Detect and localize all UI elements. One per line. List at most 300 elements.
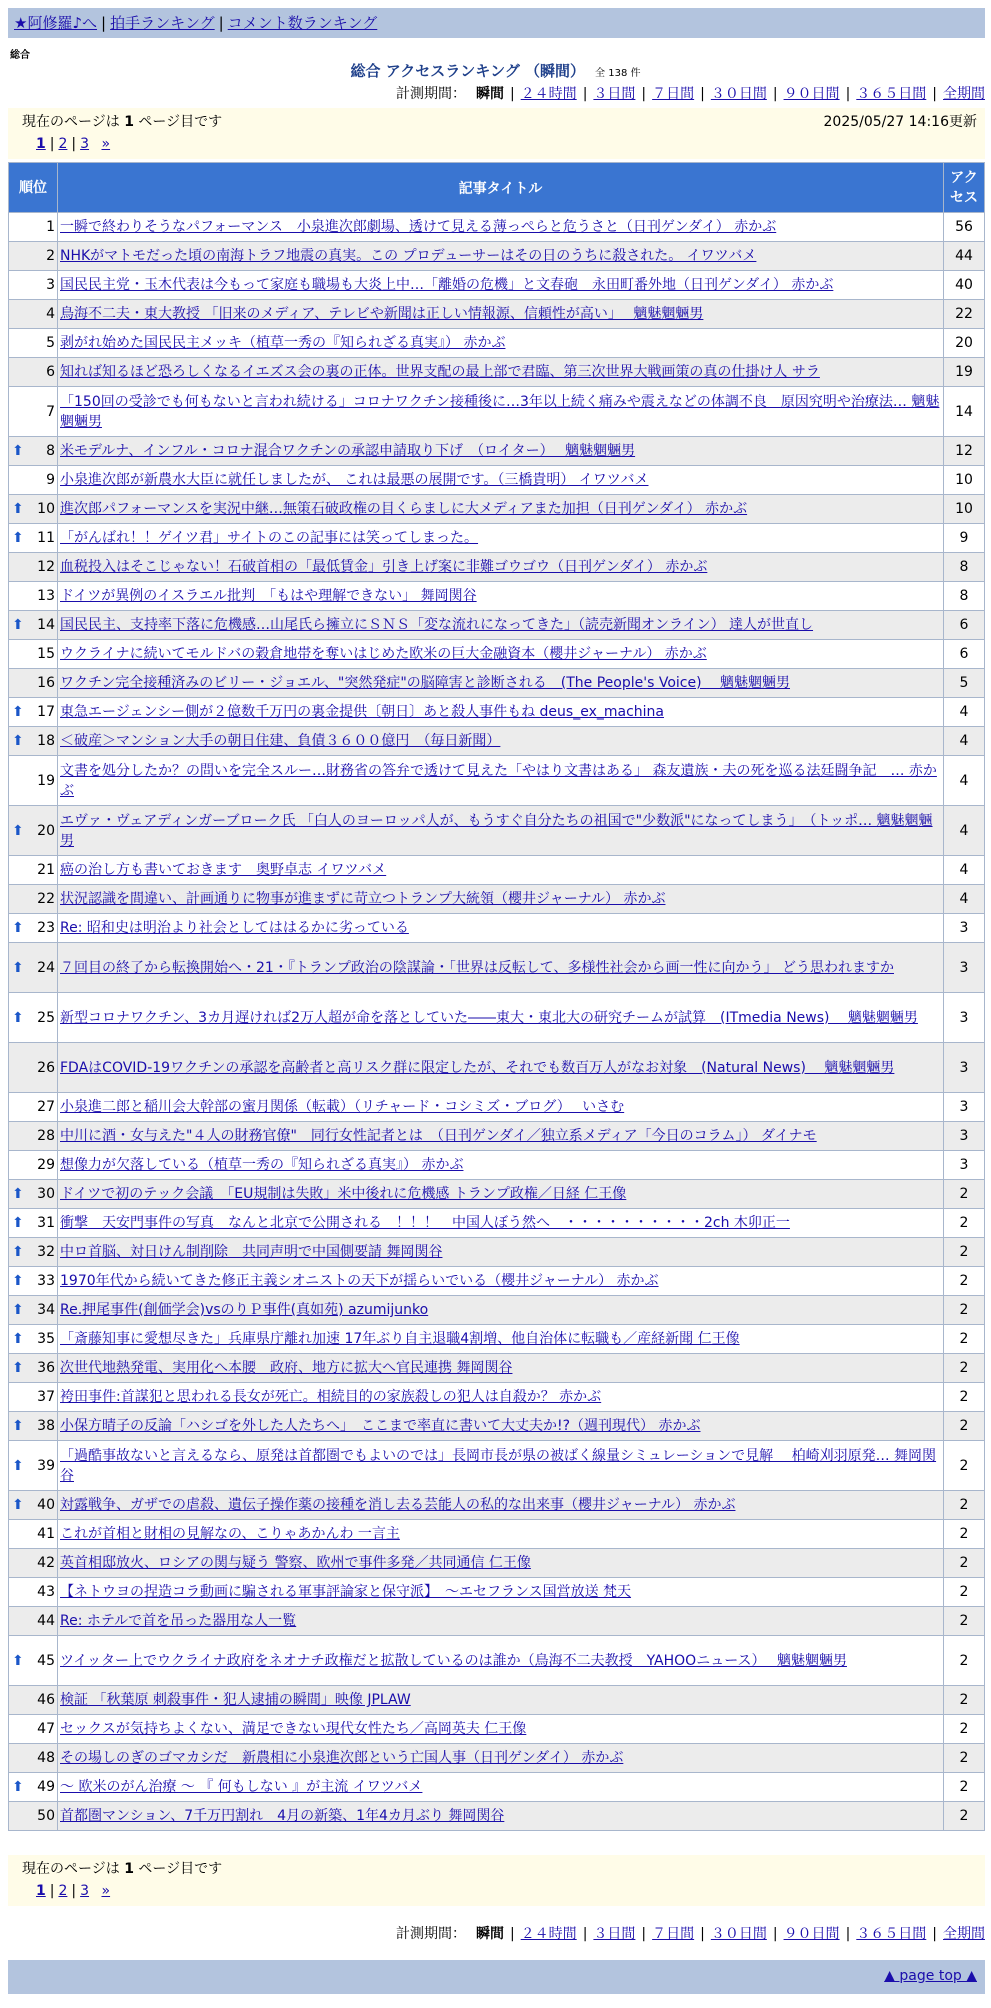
rank-number: 35 [37,1331,55,1347]
period-option-link[interactable]: ３０日間 [710,1926,767,1942]
period-option-link[interactable]: ７日間 [652,1926,695,1942]
access-count: 2 [944,1607,985,1636]
rank-number: 32 [37,1244,55,1260]
separator: | [582,86,588,102]
article-link[interactable]: セックスが気持ちよくない、満足できない現代女性たち／高岡英夫 仁王像 [60,1721,527,1737]
article-link[interactable]: 【ネトウヨの捏造コラ動画に騙される軍事評論家と保守派】 ～エセフランス国営放送 梵天 [60,1584,632,1600]
rank-number: 40 [37,1497,55,1513]
period-selector-bottom [396,1924,985,1944]
access-count: 10 [944,466,985,495]
rank-cell [9,856,58,885]
rank-cell [9,1354,58,1383]
rank-cell [9,1180,58,1209]
title-cell [58,756,944,806]
access-count: 2 [944,1441,985,1491]
article-link[interactable]: 小泉進次郎が新農水大臣に就任しましたが、 これは最悪の展開です。（三橋貴明） イワツバメ [60,472,649,488]
separator: | [509,86,515,102]
rank-number: 4 [46,306,55,322]
rank-number: 36 [37,1360,55,1376]
period-label: 計測期間： [395,86,466,102]
up-arrow-icon: ⬆ [12,704,24,720]
article-link[interactable]: 知れば知るほど恐ろしくなるイエズス会の裏の正体。世界支配の最上部で君臨、第三次世界大戦画策の真の仕掛け人 サラ [60,364,820,380]
separator: | [582,1926,588,1942]
title-cell [58,1441,944,1491]
title-cell [58,1383,944,1412]
table-row [9,698,985,727]
title-cell [58,1773,944,1802]
update-timestamp: 2025/05/27 14:16更新 [823,114,977,130]
separator: | [772,1926,778,1942]
article-link[interactable]: Re: ホテルで首を吊った器用な人一覧 [60,1613,297,1629]
article-link[interactable]: Re.押尾事件(創価学会)vsのりＰ事件(真如苑) azumijunko [60,1302,429,1318]
rank-number: 13 [37,588,55,604]
access-count: 3 [944,993,985,1043]
rank-number: 37 [37,1389,55,1405]
table-row [9,943,985,993]
table-row [9,387,985,437]
rank-number: 41 [37,1526,55,1542]
article-link[interactable]: 「過酷事故ないと言えるなら、原発は首都圏でもよいのでは」長岡市長が県の被ばく線量シミュレーションで見解 柏崎刈羽原発… 舞岡関谷 [60,1447,937,1484]
up-arrow-icon: ⬆ [12,617,24,633]
access-count: 4 [944,698,985,727]
rank-number: 47 [37,1721,55,1737]
total-count: 全 138 件 [595,68,641,79]
period-option-link[interactable]: ３日間 [593,86,636,102]
rank-cell [9,466,58,495]
comment-ranking-link[interactable]: コメント数ランキング [227,14,378,32]
article-link[interactable]: 状況認識を間違い、計画通りに物事が進まずに苛立つトランプ大統領（櫻井ジャーナル） 赤かぶ [60,891,666,907]
rank-cell [9,993,58,1043]
page-link[interactable]: 2 [58,1883,68,1899]
article-link[interactable]: 衝撃 天安門事件の写真 なんと北京で公開される ！！！ 中国人ぼう然へ ・・・・・・・・・・2ch 木卯正一 [60,1215,790,1231]
access-count: 2 [944,1773,985,1802]
rank-number: 28 [37,1128,55,1144]
article-link[interactable]: 英首相邸放火、ロシアの関与疑う 警察、欧州で事件多発／共同通信 仁王像 [60,1555,531,1571]
title-cell [58,1296,944,1325]
applause-ranking-link[interactable]: 拍手ランキング [110,14,215,32]
rank-cell [9,300,58,329]
title-cell [58,1267,944,1296]
up-arrow-icon: ⬆ [12,530,24,546]
up-arrow-icon: ⬆ [12,1009,24,1026]
access-count: 2 [944,1578,985,1607]
article-link[interactable]: ７回目の終了から転換開始へ・21・『トランプ政治の陰謀論・「世界は反転して、多様性社会から画一性に向かう」 どう思われますか [60,959,894,976]
separator: | [49,136,55,152]
article-link[interactable]: 小泉進二郎と稲川会大幹部の蜜月関係（転載）（リチャード・コシミズ・ブログ） いさむ [60,1099,625,1115]
title-cell [58,466,944,495]
rank-cell [9,1686,58,1715]
table-row [9,1636,985,1686]
separator: | [71,136,77,152]
access-count: 2 [944,1412,985,1441]
rank-cell [9,1773,58,1802]
article-link[interactable]: 進次郎パフォーマンスを実況中継…無策石破政権の目くらましに大メディアまた加担（日刊ゲンダイ） 赤かぶ [60,501,748,517]
period-current: 瞬間 [475,86,504,102]
page-info-number: 1 [124,114,134,130]
rank-number: 12 [37,559,55,575]
period-current: 瞬間 [475,1926,504,1942]
access-count: 2 [944,1744,985,1773]
title-cell [58,495,944,524]
rank-number: 33 [37,1273,55,1289]
access-count: 10 [944,495,985,524]
access-count: 2 [944,1715,985,1744]
access-count: 40 [944,271,985,300]
page-link[interactable]: 2 [58,136,68,152]
title-cell [58,640,944,669]
title-cell [58,806,944,856]
footer-bar [8,1960,985,1994]
rank-cell [9,669,58,698]
table-row [9,553,985,582]
title-cell [58,213,944,242]
period-option-link[interactable]: 全期間 [943,1926,985,1942]
period-option-link[interactable]: ９０日間 [783,1926,840,1942]
rank-number: 44 [37,1613,55,1629]
table-row [9,1802,985,1831]
top-nav-bar [8,8,985,38]
access-count: 14 [944,387,985,437]
title-cell [58,993,944,1043]
rank-cell [9,1607,58,1636]
table-row [9,242,985,271]
up-arrow-icon: ⬆ [12,501,24,517]
access-count: 19 [944,358,985,387]
period-option-link[interactable]: 全期間 [943,86,985,102]
rank-number: 26 [37,1059,55,1076]
rank-cell [9,1043,58,1093]
table-row [9,495,985,524]
rank-cell [9,1491,58,1520]
separator: | [700,86,705,102]
page-link[interactable]: 1 [36,1883,46,1899]
table-header-row [9,163,985,213]
page-link[interactable]: 3 [80,1883,90,1899]
rank-number: 5 [46,335,55,351]
table-row [9,1238,985,1267]
article-link[interactable]: 検証 「秋葉原 刺殺事件・犯人逮捕の瞬間」映像 JPLAW [60,1692,411,1708]
ranking-table-body [9,213,985,1831]
rank-number: 2 [46,248,55,264]
article-link[interactable]: 小保方晴子の反論「ハシゴを外した人たちへ」 ここまで率直に書いて大丈夫か!?（週刊現代） 赤かぶ [60,1418,701,1434]
rank-cell [9,727,58,756]
page-info-number: 1 [124,1861,134,1877]
table-row [9,856,985,885]
title-cell [58,524,944,553]
access-count: 4 [944,885,985,914]
title-cell [58,1578,944,1607]
page-info-suffix: ページ目です [138,1861,223,1877]
title-cell [58,1412,944,1441]
access-count: 20 [944,329,985,358]
table-row [9,1151,985,1180]
article-link[interactable]: 東急エージェンシー側が２億数千万円の裏金提供〔朝日〕あと殺人事件もね deus_ex_machina [60,704,664,720]
period-label: 計測期間： [395,1926,466,1942]
article-link[interactable]: NHKがマトモだった頃の南海トラフ地震の真実。この プロデューサーはその日のうちに殺された。 イワツバメ [60,248,757,264]
article-link[interactable]: 中川に酒・女与えた"４人の財務官僚" 同行女性記者とは （日刊ゲンダイ／独立系メディア「今日のコラム」） ダイナモ [60,1128,817,1144]
home-link[interactable]: ★阿修羅♪へ [14,14,98,32]
access-count: 2 [944,1267,985,1296]
rank-number: 25 [37,1009,55,1026]
period-option-link[interactable]: ３６５日間 [856,1926,927,1942]
access-count: 6 [944,611,985,640]
table-row [9,1180,985,1209]
rank-cell [9,698,58,727]
table-row [9,1549,985,1578]
separator: | [845,1926,851,1942]
rank-number: 3 [46,277,55,293]
rank-number: 1 [46,219,55,235]
title-cell [58,1491,944,1520]
rank-number: 20 [37,822,55,839]
article-link[interactable]: ツイッター上でウクライナ政府をネオナチ政権だと拡散しているのは誰か（鳥海不二夫教授 YAHOOニュース） 魑魅魍魎男 [60,1652,847,1669]
up-arrow-icon: ⬆ [12,1497,24,1513]
rank-number: 50 [37,1808,55,1824]
title-cell [58,1520,944,1549]
access-count: 22 [944,300,985,329]
period-selector-top [396,84,985,104]
rank-cell [9,756,58,806]
table-row [9,1383,985,1412]
up-arrow-icon: ⬆ [12,1652,24,1669]
up-arrow-icon: ⬆ [12,1215,24,1231]
table-row [9,329,985,358]
table-row [9,1325,985,1354]
rank-cell [9,1578,58,1607]
period-option-link[interactable]: ２４時間 [520,1926,577,1942]
access-count: 2 [944,1549,985,1578]
separator: | [641,1926,647,1942]
up-arrow-icon: ⬆ [12,1186,24,1202]
access-column-header: アクセス [944,163,985,213]
next-page-link[interactable]: » [101,1883,111,1899]
article-link[interactable]: 剥がれ始めた国民民主メッキ（植草一秀の『知られざる真実』） 赤かぶ [60,335,506,351]
page-info-suffix: ページ目です [138,114,223,130]
article-link[interactable]: 「がんばれ！！ゲイツ君」サイトのこの記事には笑ってしまった。 [60,530,479,546]
rank-cell [9,1636,58,1686]
title-cell [58,1686,944,1715]
article-link[interactable]: ～ 欧米のがん治療 ～ 『 何もしない 』が主流 イワツバメ [60,1779,423,1795]
separator: | [772,86,778,102]
access-count: 2 [944,1180,985,1209]
rank-number: 31 [37,1215,55,1231]
rank-number: 10 [37,501,55,517]
rank-number: 14 [37,617,55,633]
rank-number: 34 [37,1302,55,1318]
rank-cell [9,1744,58,1773]
separator: | [71,1883,77,1899]
article-link[interactable]: ウクライナに続いてモルドバの穀倉地帯を奪いはじめた欧米の巨大金融資本（櫻井ジャーナル） 赤かぶ [60,646,707,662]
rank-cell [9,1296,58,1325]
title-cell [58,611,944,640]
access-count: 4 [944,727,985,756]
separator: | [932,86,937,102]
article-link[interactable]: ＜破産＞マンション大手の朝日住建、負債３６００億円 （毎日新聞） [60,733,501,749]
access-count: 56 [944,213,985,242]
rank-number: 43 [37,1584,55,1600]
access-count: 4 [944,806,985,856]
table-row [9,1267,985,1296]
period-option-link[interactable]: ９０日間 [783,86,840,102]
access-count: 4 [944,856,985,885]
article-link[interactable]: 想像力が欠落している（植草一秀の『知られざる真実』） 赤かぶ [60,1157,464,1173]
period-option-link[interactable]: ３０日間 [710,86,767,102]
article-link[interactable]: ドイツで初のテック会議 「EU規制は失敗」米中後れに危機感 トランプ政権／日経 仁王像 [60,1186,627,1202]
rank-number: 17 [37,704,55,720]
article-link[interactable]: 米モデルナ、インフル・コロナ混合ワクチンの承認申請取り下げ （ロイター） 魑魅魍魎男 [60,443,636,459]
up-arrow-icon: ⬆ [12,443,24,459]
access-count: 2 [944,1209,985,1238]
table-row [9,358,985,387]
title-cell [58,914,944,943]
page-top-link[interactable]: ▲ page top ▲ [884,1968,977,1984]
rank-number: 22 [37,891,55,907]
article-link[interactable]: 癌の治し方も書いておきます 奥野卓志 イワツバメ [60,862,387,878]
article-link[interactable]: 一瞬で終わりそうなパフォーマンス 小泉進次郎劇場、透けて見える薄っぺらと危うさと（日刊ゲンダイ） 赤かぶ [60,219,777,235]
rank-number: 15 [37,646,55,662]
period-option-link[interactable]: ２４時間 [520,86,577,102]
rank-number: 19 [37,772,55,789]
rank-number: 29 [37,1157,55,1173]
access-count: 9 [944,524,985,553]
rank-cell [9,524,58,553]
table-row [9,806,985,856]
rank-cell [9,582,58,611]
article-link[interactable]: ワクチン完全接種済みのビリー・ジョエル、"突然発症"の脳障害と診断される (The People's Voice) 魑魅魍魎男 [60,675,790,691]
article-link[interactable]: エヴァ・ヴェアディンガーブローク氏 「白人のヨーロッパ人が、もうすぐ自分たちの祖国で"少数派"になってしまう」 （トッポ… 魑魅魍魎男 [60,812,933,849]
article-link[interactable]: 「斎藤知事に愛想尽きた」兵庫県庁離れ加速 17年ぶり自主退職4割増、他自治体に転職も／産経新聞 仁王像 [60,1331,740,1347]
article-link[interactable]: 新型コロナワクチン、3カ月遅ければ2万人超が命を落としていた――東大・東北大の研究チームが試算 (ITmedia News) 魑魅魍魎男 [60,1009,918,1026]
period-option-link[interactable]: ３６５日間 [856,86,927,102]
access-count: 44 [944,242,985,271]
table-row [9,1354,985,1383]
up-arrow-icon: ⬆ [12,1273,24,1289]
table-row [9,1093,985,1122]
up-arrow-icon: ⬆ [12,1244,24,1260]
rank-cell [9,1122,58,1151]
rank-number: 38 [37,1418,55,1434]
access-count: 2 [944,1636,985,1686]
title-cell [58,1802,944,1831]
article-link[interactable]: 袴田事件:首謀犯と思われる長女が死亡。相続目的の家族殺しの犯人は自殺か？ 赤かぶ [60,1389,602,1405]
access-count: 2 [944,1354,985,1383]
article-link[interactable]: 文書を処分したか？の問いを完全スルー…財務省の答弁で透けて見えた「やはり文書はある」 森友遺族・夫の死を巡る法廷闘争記 … 赤かぶ [60,762,937,799]
article-link[interactable]: 中ロ首脳、対日けん制削除 共同声明で中国側要請 舞岡関谷 [60,1244,443,1260]
rank-cell [9,242,58,271]
page-link[interactable]: 3 [80,136,90,152]
article-link[interactable]: 国民民主党・玉木代表は今もって家庭も職場も大炎上中…「離婚の危機」と文春砲 永田町番外地（日刊ゲンダイ） 赤かぶ [60,277,834,293]
rank-cell [9,914,58,943]
rank-cell [9,806,58,856]
article-link[interactable]: 鳥海不二夫・東大教授 「旧来のメディア、テレビや新聞は正しい情報源、信頼性が高い」 魑魅魍魎男 [60,306,704,322]
access-count: 3 [944,1043,985,1093]
title-cell [58,1093,944,1122]
category-label: 総合 [10,50,30,61]
rank-cell [9,1325,58,1354]
rank-cell [9,1441,58,1491]
title-cell [58,698,944,727]
period-option-link[interactable]: ７日間 [652,86,695,102]
separator: | [932,1926,937,1942]
title-cell [58,1209,944,1238]
table-row [9,1296,985,1325]
access-count: 2 [944,1383,985,1412]
rank-number: 46 [37,1692,55,1708]
separator [93,136,97,152]
separator: | [845,86,851,102]
title-cell [58,1151,944,1180]
access-count: 3 [944,1151,985,1180]
article-link[interactable]: ドイツが異例のイスラエル批判 「もはや理解できない」 舞岡関谷 [60,588,477,604]
up-arrow-icon: ⬆ [12,1418,24,1434]
title-cell [58,727,944,756]
page-info-top [8,108,985,159]
article-link[interactable]: これが首相と財相の見解なの、こりゃあかんわ 一言主 [60,1526,400,1542]
table-row [9,885,985,914]
article-link[interactable]: 1970年代から続いてきた修正主義シオニストの天下が揺らいでいる（櫻井ジャーナル） 赤かぶ [60,1273,659,1289]
pagination-bottom [36,1880,971,1902]
rank-cell [9,885,58,914]
title-cell [58,856,944,885]
next-page-link[interactable]: » [101,136,111,152]
rank-cell [9,1238,58,1267]
table-row [9,611,985,640]
table-row [9,213,985,242]
rank-number: 6 [46,364,55,380]
page-link[interactable]: 1 [36,136,46,152]
up-arrow-icon: ⬆ [12,920,24,936]
article-link[interactable]: FDAはCOVID-19ワクチンの承認を高齢者と高リスク群に限定したが、それでも数百万人がなお対象 (Natural News) 魑魅魍魎男 [60,1059,895,1076]
up-arrow-icon: ⬆ [12,1302,24,1318]
rank-number: 42 [37,1555,55,1571]
article-link[interactable]: 国民民主、支持率下落に危機感…山尾氏ら擁立にＳＮＳ「変な流れになってきた」（読売新聞オンライン） 達人が世直し [60,617,814,633]
rank-cell [9,1093,58,1122]
table-row [9,727,985,756]
access-count: 3 [944,1122,985,1151]
table-row [9,993,985,1043]
article-link[interactable]: 対露戦争、ガザでの虐殺、遺伝子操作薬の接種を消し去る芸能人の私的な出来事（櫻井ジャーナル） 赤かぶ [60,1497,736,1513]
table-row [9,300,985,329]
table-row [9,640,985,669]
access-count: 4 [944,756,985,806]
up-arrow-icon: ⬆ [12,733,24,749]
rank-cell [9,213,58,242]
table-row [9,437,985,466]
rank-cell [9,387,58,437]
article-link[interactable]: 次世代地熱発電、実用化へ本腰 政府、地方に拡大へ官民連携 舞岡関谷 [60,1360,513,1376]
title-cell [58,1043,944,1093]
article-link[interactable]: 血税投入はそこじゃない！石破首相の「最低賃金」引き上げ案に非難ゴウゴウ（日刊ゲンダイ） 赤かぶ [60,559,708,575]
article-link[interactable]: 首都圏マンション、7千万円割れ 4月の新築、1年4カ月ぶり 舞岡関谷 [60,1808,505,1824]
table-row [9,582,985,611]
separator: | [101,14,107,32]
article-link[interactable]: その場しのぎのゴマカシだ 新農相に小泉進次郎という亡国人事（日刊ゲンダイ） 赤かぶ [60,1750,624,1766]
rank-number: 45 [37,1652,55,1669]
access-count: 2 [944,1491,985,1520]
rank-cell [9,437,58,466]
access-count: 2 [944,1325,985,1354]
title-cell [58,1607,944,1636]
rank-cell [9,943,58,993]
rank-cell [9,1715,58,1744]
period-option-link[interactable]: ３日間 [593,1926,636,1942]
rank-cell [9,553,58,582]
table-row [9,524,985,553]
article-link[interactable]: Re: 昭和史は明治より社会としてははるかに劣っている [60,920,409,936]
article-link[interactable]: 「150回の受診でも何もないと言われ続ける」コロナワクチン接種後に…3年以上続く痛みや震えなどの体調不良 原因究明や治療法… 魑魅魍魎男 [60,393,940,430]
title-cell [58,242,944,271]
rank-number: 48 [37,1750,55,1766]
